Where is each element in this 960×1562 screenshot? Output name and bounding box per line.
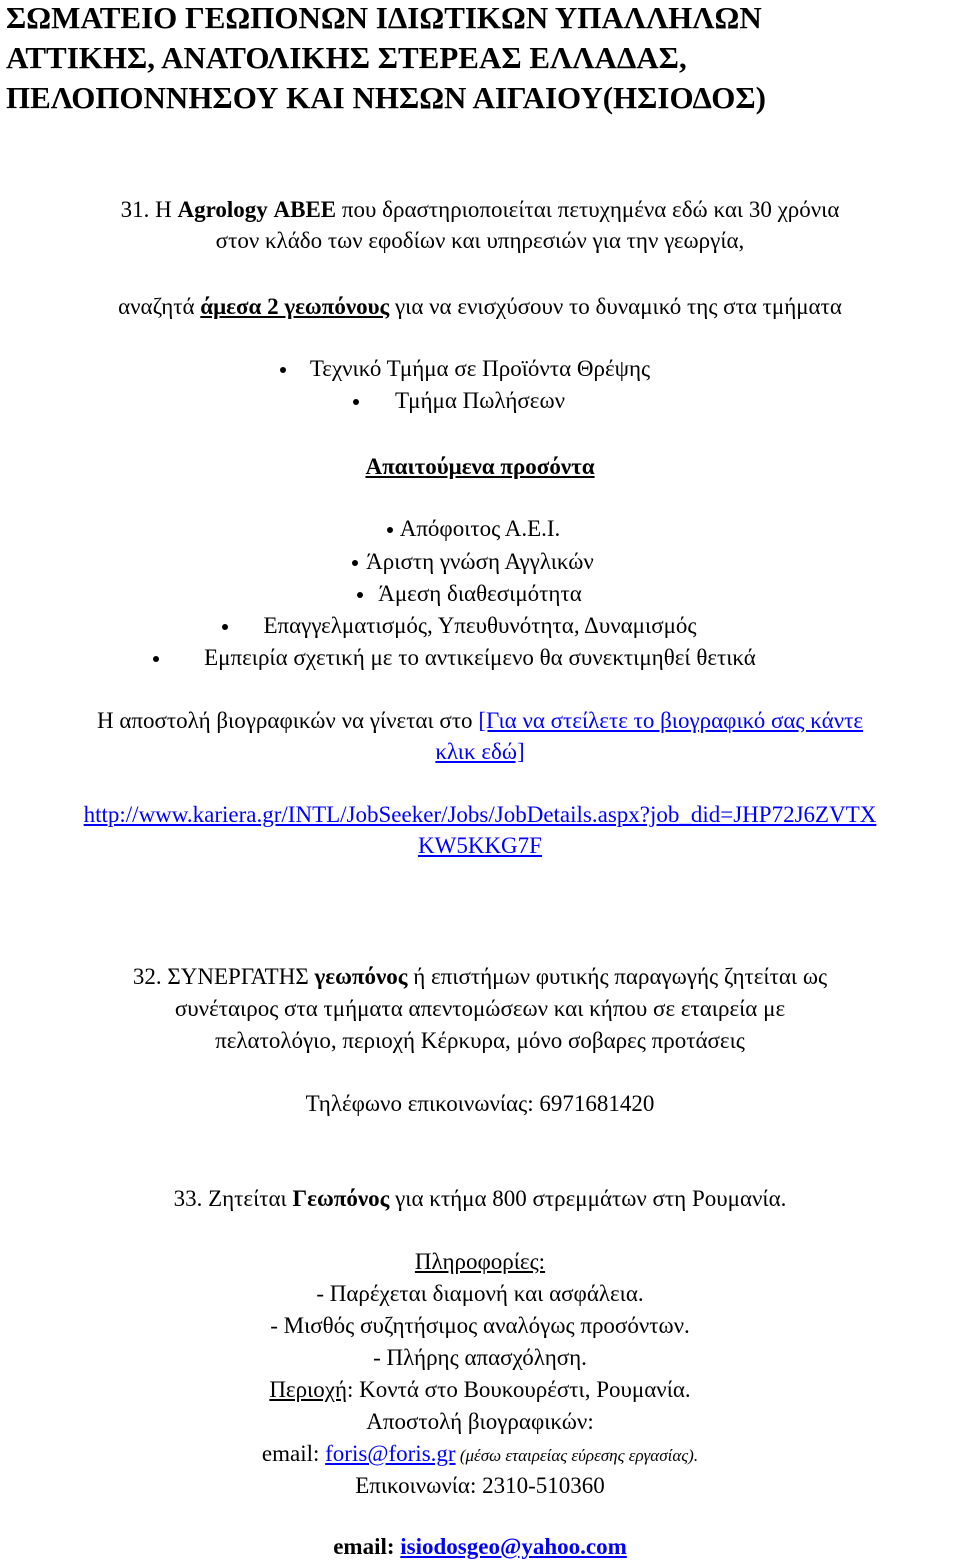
send-cv-line-2 — [0, 737, 960, 767]
job-url-link-cont[interactable]: KW5KKG7F — [418, 833, 542, 858]
req-item-4: Επαγγελματισμός, Υπευθυνότητα, Δυναμισμός — [263, 613, 697, 638]
send-cv-line: Η αποστολή βιογραφικών να γίνεται στο [Για να στείλετε το βιογραφικό σας κάντε — [96, 708, 864, 733]
req-item-5: Εμπειρία σχετική με το αντικείμενο θα συνεκτιμηθεί θετικά — [204, 645, 756, 670]
info-item-1: - Παρέχεται διαμονή και ασφάλεια. — [316, 1281, 644, 1306]
ad33-email-line: email: foris@foris.gr (μέσω εταιρείας εύρεσης εργασίας). — [261, 1441, 699, 1466]
ad33-email-link[interactable]: foris@foris.gr — [325, 1441, 456, 1466]
ad31-line-3: αναζητά άμεσα 2 γεωπόνους για να ενισχύσουν το δυναμικό της στα τμήματα — [118, 294, 842, 319]
req-item-2: Άριστη γνώση Αγγλικών — [366, 549, 594, 574]
dept-item-2: Τμήμα Πωλήσεων — [394, 388, 565, 413]
area-label: Περιοχή — [269, 1377, 347, 1402]
url-line-1 — [0, 800, 960, 830]
ad31-line-2: στον κλάδο των εφοδίων και υπηρεσιών για την γεωργία, — [215, 228, 745, 253]
ad32-line-2: συνέταιρος στα τμήματα απεντομώσεων και κήπου σε εταιρεία με — [174, 996, 786, 1021]
ad31-line-1: 31. Η Agrology ΑΒΕΕ που δραστηριοποιείται πετυχημένα εδώ και 30 χρόνια — [120, 197, 840, 222]
info-label: Πληροφορίες: — [414, 1249, 546, 1274]
req-item-3: Άμεση διαθεσιμότητα — [378, 581, 582, 606]
ad32-line-1: 32. ΣΥΝΕΡΓΑΤΗΣ γεωπόνος ή επιστήμων φυτικής παραγωγής ζητείται ως — [132, 964, 828, 989]
ad33-contact: Επικοινωνία: 2310-510360 — [355, 1473, 605, 1498]
ad32-phone: Τηλέφωνο επικοινωνίας: 6971681420 — [305, 1091, 655, 1116]
ad33-line-1: 33. Ζητείται Γεωπόνος για κτήμα 800 στρεμμάτων στη Ρουμανία. — [173, 1186, 787, 1211]
info-item-2: - Μισθός συζητήσιμος αναλόγως προσόντων. — [270, 1313, 690, 1338]
header-line-3: ΠΕΛΟΠΟΝΝΗΣΟΥ ΚΑΙ ΝΗΣΩΝ ΑΙΓΑΙΟΥ(ΗΣΙΟΔΟΣ) — [6, 80, 766, 115]
email-note: (μέσω εταιρείας εύρεσης εργασίας). — [455, 1446, 699, 1465]
job-url-link[interactable]: http://www.kariera.gr/INTL/JobSeeker/Jobs/JobDetails.aspx?job_did=JHP72J6ZVTX — [83, 802, 877, 827]
cv-label: Αποστολή βιογραφικών: — [366, 1409, 594, 1434]
ad32-keyword: γεωπόνος — [314, 964, 408, 989]
send-cv-link-cont[interactable]: κλικ εδώ] — [435, 739, 525, 764]
header-line-2: ΑΤΤΙΚΗΣ, ΑΝΑΤΟΛΙΚΗΣ ΣΤΕΡΕΑΣ ΕΛΛΑΔΑΣ, — [6, 40, 687, 75]
company-name: Agrology ΑΒΕΕ — [177, 197, 337, 222]
ad32-line-3: πελατολόγιο, περιοχή Κέρκυρα, μόνο σοβαρες προτάσεις — [215, 1028, 745, 1053]
dept-item-1: Τεχνικό Τμήμα σε Προϊόντα Θρέψης — [309, 356, 651, 381]
footer-email-link[interactable]: isiodosgeo@yahoo.com — [400, 1534, 627, 1559]
url-line-2 — [0, 831, 960, 861]
req-item-1: Απόφοιτος Α.Ε.Ι. — [399, 516, 561, 541]
area-line: Περιοχή: Κοντά στο Βουκουρέστι, Ρουμανία. — [269, 1377, 691, 1402]
requirements-heading: Απαιτούμενα προσόντα — [365, 454, 595, 479]
ad31-highlight: άμεσα 2 γεωπόνους — [200, 294, 390, 319]
info-item-3: - Πλήρης απασχόληση. — [373, 1345, 587, 1370]
ad33-keyword: Γεωπόνος — [292, 1186, 390, 1211]
header-line-1: ΣΩΜΑΤΕΙΟ ΓΕΩΠΟΝΩΝ ΙΔΙΩΤΙΚΩΝ ΥΠΑΛΛΗΛΩΝ — [6, 0, 762, 35]
footer-email-line: email: isiodosgeo@yahoo.com — [333, 1534, 627, 1559]
send-cv-link[interactable]: [Για να στείλετε το βιογραφικό σας κάντε — [478, 708, 864, 733]
